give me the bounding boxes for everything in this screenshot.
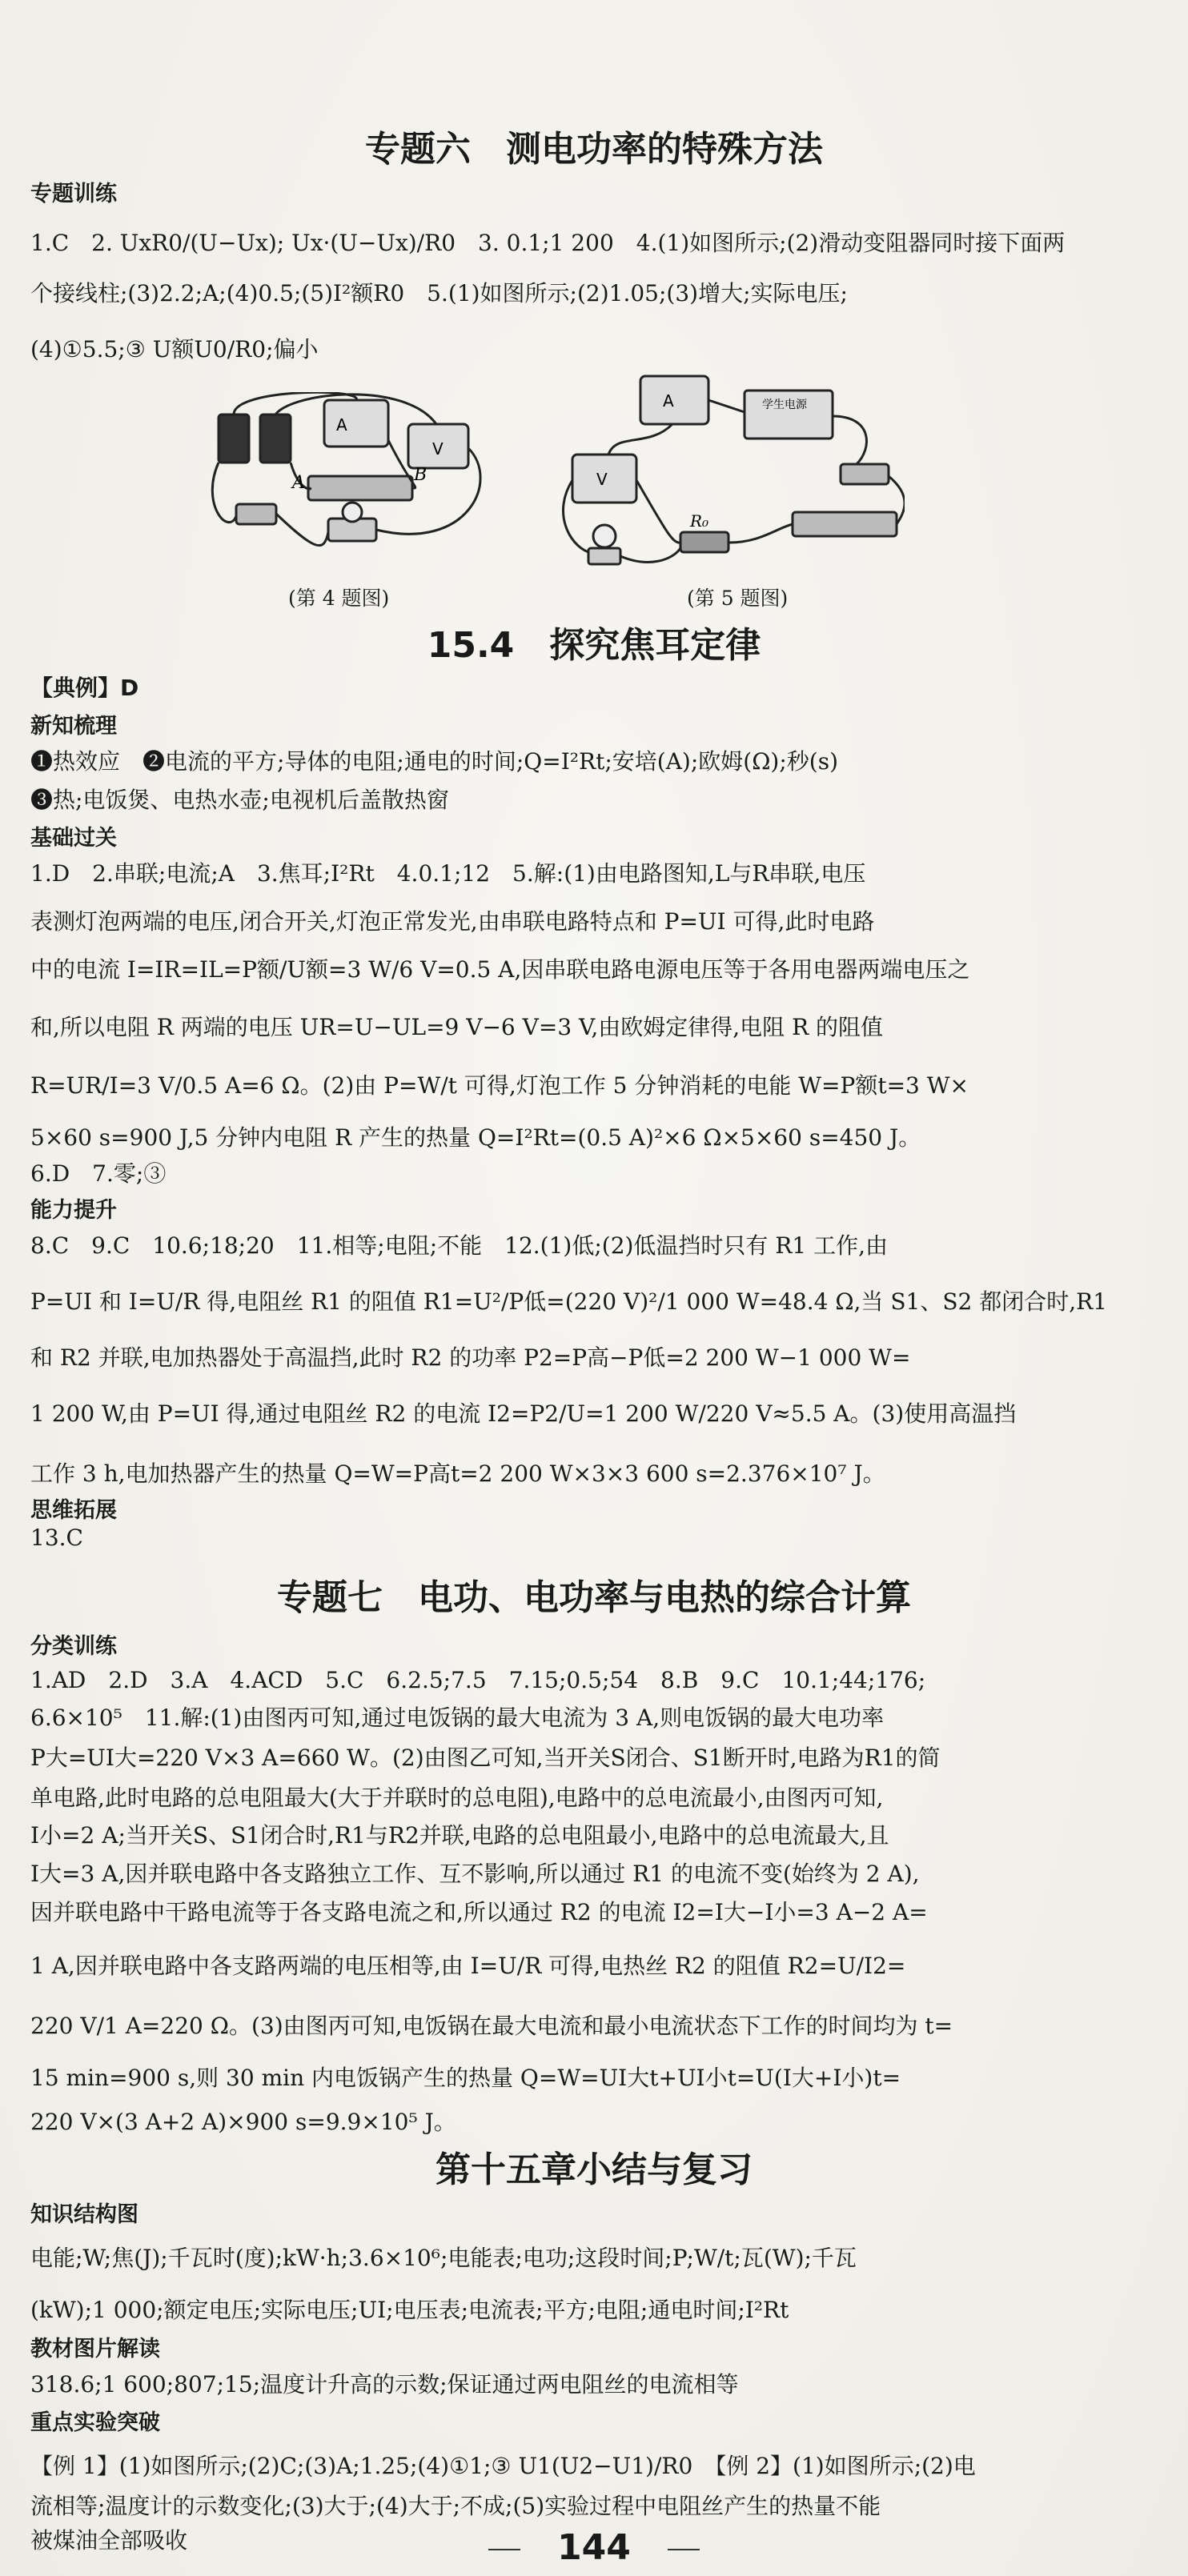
page-number-dash-right [668, 2549, 700, 2550]
text-line: I小=2 A;当开关S、S1闭合时,R1与R2并联,电路的总电阻最小,电路中的总电流最大,且 [30, 1822, 889, 1849]
heading-xinzhi: 新知梳理 [30, 714, 117, 739]
text-line: 被煤油全部吸收 [30, 2527, 188, 2554]
page-number: 144 [557, 2527, 631, 2568]
dianli-answer: 【典例】D [30, 675, 139, 701]
text-line: 5×60 s=900 J,5 分钟内电阻 R 产生的热量 Q=I²Rt=(0.5 A)²×6 Ω×5×60 s=450 J。 [30, 1124, 921, 1151]
text-line: 流相等;温度计的示数变化;(3)大于;(4)大于;不成;(5)实验过程中电阻丝产生的热量不能 [30, 2493, 881, 2519]
text-line: 8.C 9.C 10.6;18;20 11.相等;电阻;不能 12.(1)低;(2)低温挡时只有 R1 工作,由 [30, 1232, 889, 1259]
text-line: 13.C [30, 1524, 83, 1551]
heading-siwei: 思维拓展 [30, 1498, 117, 1523]
text-line: 1 A,因并联电路中各支路两端的电压相等,由 I=U/R 可得,电热丝 R2 的阻值 R2=U/I2= [30, 1953, 906, 1979]
text-line: 【例 1】(1)如图所示;(2)C;(3)A;1.25;(4)①1;③ U1(U2−U1)/R0 【例 2】(1)如图所示;(2)电 [30, 2453, 976, 2479]
text-line: 因并联电路中干路电流等于各支路电流之和,所以通过 R2 的电流 I2=I大−I小=3 A−2 A= [30, 1899, 928, 1925]
section-title-chapter15-review: 第十五章小结与复习 [435, 2149, 753, 2190]
svg-text:R₀: R₀ [690, 511, 709, 531]
circuit-figure-4 [204, 392, 508, 572]
text-line: 单电路,此时电路的总电阻最大(大于并联时的总电阻),电路中的总电流最小,由图丙可知, [30, 1785, 884, 1811]
text-line: (4)①5.5;③ U额U0/R0;偏小 [30, 336, 319, 363]
text-line: P大=UI大=220 V×3 A=660 W。(2)由图乙可知,当开关S闭合、S1断开时,电路为R1的简 [30, 1745, 941, 1771]
svg-text:A: A [336, 415, 347, 435]
text-line: 220 V/1 A=220 Ω。(3)由图丙可知,电饭锅在最大电流和最小电流状态下工作的时间均为 t= [30, 2013, 953, 2039]
text-line: 220 V×(3 A+2 A)×900 s=9.9×10⁵ J。 [30, 2109, 456, 2135]
text-line: P=UI 和 I=U/R 得,电阻丝 R1 的阻值 R1=U²/P低=(220 V)²/1 000 W=48.4 Ω,当 S1、S2 都闭合时,R1 [30, 1288, 1108, 1315]
text-line: 1.AD 2.D 3.A 4.ACD 5.C 6.2.5;7.5 7.15;0.5;54 8.B 9.C 10.1;44;176; [30, 1667, 926, 1693]
figure-4-caption: (第 4 题图) [288, 587, 390, 610]
svg-text:学生电源: 学生电源 [762, 399, 807, 411]
svg-text:A: A [292, 473, 305, 493]
text-line: 1 200 W,由 P=UI 得,通过电阻丝 R2 的电流 I2=P2/U=1 200 W/220 V≈5.5 A。(3)使用高温挡 [30, 1400, 1017, 1427]
heading-jiaocai: 教材图片解读 [30, 2337, 160, 2362]
heading-fenlei: 分类训练 [30, 1634, 117, 1659]
text-line: 电能;W;焦(J);千瓦时(度);kW·h;3.6×10⁶;电能表;电功;这段时间;P;W/t;瓦(W);千瓦 [30, 2245, 857, 2271]
text-line: 和,所以电阻 R 两端的电压 UR=U−UL=9 V−6 V=3 V,由欧姆定律得,电阻 R 的阻值 [30, 1014, 884, 1040]
svg-text:A: A [663, 391, 674, 411]
circuit-figure-5 [552, 368, 905, 572]
text-line: I大=3 A,因并联电路中各支路独立工作、互不影响,所以通过 R1 的电流不变(始终为 2 A), [30, 1861, 920, 1887]
text-line: 和 R2 并联,电加热器处于高温挡,此时 R2 的功率 P2=P高−P低=2 200 W−1 000 W= [30, 1344, 911, 1371]
text-line: 6.D 7.零;③ [30, 1160, 167, 1187]
heading-nengli: 能力提升 [30, 1198, 117, 1223]
text-line: 工作 3 h,电加热器产生的热量 Q=W=P高t=2 200 W×3×3 600 s=2.376×10⁷ J。 [30, 1460, 885, 1487]
svg-text:V: V [432, 439, 443, 459]
figure-5-caption: (第 5 题图) [687, 587, 789, 610]
text-line: (kW);1 000;额定电压;实际电压;UI;电压表;电流表;平方;电阻;通电时间;I²Rt [30, 2297, 789, 2323]
text-line: 15 min=900 s,则 30 min 内电饭锅产生的热量 Q=W=UI大t+UI小t=U(I大+I小)t= [30, 2065, 901, 2091]
text-line: ❸热;电饭煲、电热水壶;电视机后盖散热窗 [30, 787, 449, 813]
heading-zhishi: 知识结构图 [30, 2202, 138, 2227]
section-title-15-4: 15.4 探究焦耳定律 [427, 625, 761, 666]
text-line: 表测灯泡两端的电压,闭合开关,灯泡正常发光,由串联电路特点和 P=UI 可得,此时电路 [30, 908, 875, 935]
section-title-topic6: 专题六 测电功率的特殊方法 [365, 129, 823, 170]
heading-zhuanti-xunlian: 专题训练 [30, 182, 117, 206]
text-line: 1.D 2.串联;电流;A 3.焦耳;I²Rt 4.0.1;12 5.解:(1)由电路图知,L与R串联,电压 [30, 860, 866, 887]
svg-text:B: B [414, 465, 427, 485]
text-line: 1.C 2. UxR0/(U−Ux); Ux·(U−Ux)/R0 3. 0.1;1 200 4.(1)如图所示;(2)滑动变阻器同时接下面两 [30, 230, 1066, 256]
text-line: 中的电流 I=IR=IL=P额/U额=3 W/6 V=0.5 A,因串联电路电源电压等于各用电器两端电压之 [30, 956, 970, 983]
text-line: ❶热效应 ❷电流的平方;导体的电阻;通电的时间;Q=I²Rt;安培(A);欧姆(Ω);秒(s) [30, 748, 838, 775]
text-line: 318.6;1 600;807;15;温度计升高的示数;保证通过两电阻丝的电流相等 [30, 2371, 739, 2398]
text-line: 个接线柱;(3)2.2;A;(4)0.5;(5)I²额R0 5.(1)如图所示;(2)1.05;(3)增大;实际电压; [30, 280, 848, 306]
text-line: 6.6×10⁵ 11.解:(1)由图丙可知,通过电饭锅的最大电流为 3 A,则电饭锅的最大电功率 [30, 1705, 885, 1731]
section-title-topic7: 专题七 电功、电功率与电热的综合计算 [277, 1577, 911, 1618]
heading-zhongdian: 重点实验突破 [30, 2410, 160, 2435]
text-line: R=UR/I=3 V/0.5 A=6 Ω。(2)由 P=W/t 可得,灯泡工作 5 分钟消耗的电能 W=P额t=3 W× [30, 1072, 969, 1099]
heading-jichu: 基础过关 [30, 826, 117, 851]
svg-text:V: V [596, 470, 608, 489]
